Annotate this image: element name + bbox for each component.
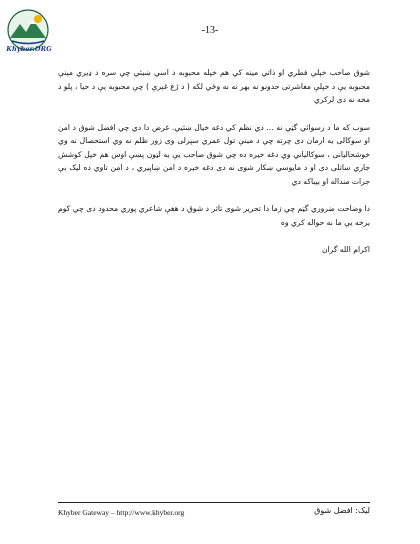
article-body (58, 66, 370, 271)
author-name: اکرام الله گران (321, 245, 370, 254)
footer-book-title: ليک: افضل شوق (314, 506, 370, 515)
footer-site-link[interactable]: Khyber Gateway – http://www.khyber.org (58, 508, 185, 517)
paragraph-2: سوب که ما د رسوائي گټي نه ... دي نظم کي دغه خيال ښئيي. غرض دا دي چي افضل شوق د امن او سوکالی يه ارمان دی چرته چي د مينې تول عمري سپرلی وی زور ظلم نه وي استحصال نه وي خوشحاليانی ، سوکالياني وي دغه خيره ده چي شوق صاحب يې يه لټون پسې اوس هم خپل کوشش جاري ساتلی دی او د مايوسي ښکار شوی نه دی دغه خيره د امن ښاپيري ، د امن تاوي ده ليک بې جرات منداله او بيباکه دي (58, 122, 370, 186)
paragraph-3: دا وضاحت ضروري گټم چي زما دا تحرير شوی تاثر د شوق د هغې شاعري پوري محدود دی چي کوم يرخه يې ما نه حواله کري وه (58, 204, 370, 227)
logo-text: Khyber.ORG (6, 45, 52, 53)
paragraph-1: شوق صاحب خپلي فطري او ذاتي مينه کي هم خپله محبوبه د اسي ښيئي چي سره د ډيري مينې محبوبه يې د خپلې معاشرتی حدونو نه بهر نه نه وځي لکه ( د ژغ غېرې ) چې محبوبه يې د حيا ، پلو د مخه نه دی لرکري (58, 68, 370, 104)
footer-divider (58, 502, 370, 503)
page-number: -13- (201, 25, 219, 36)
